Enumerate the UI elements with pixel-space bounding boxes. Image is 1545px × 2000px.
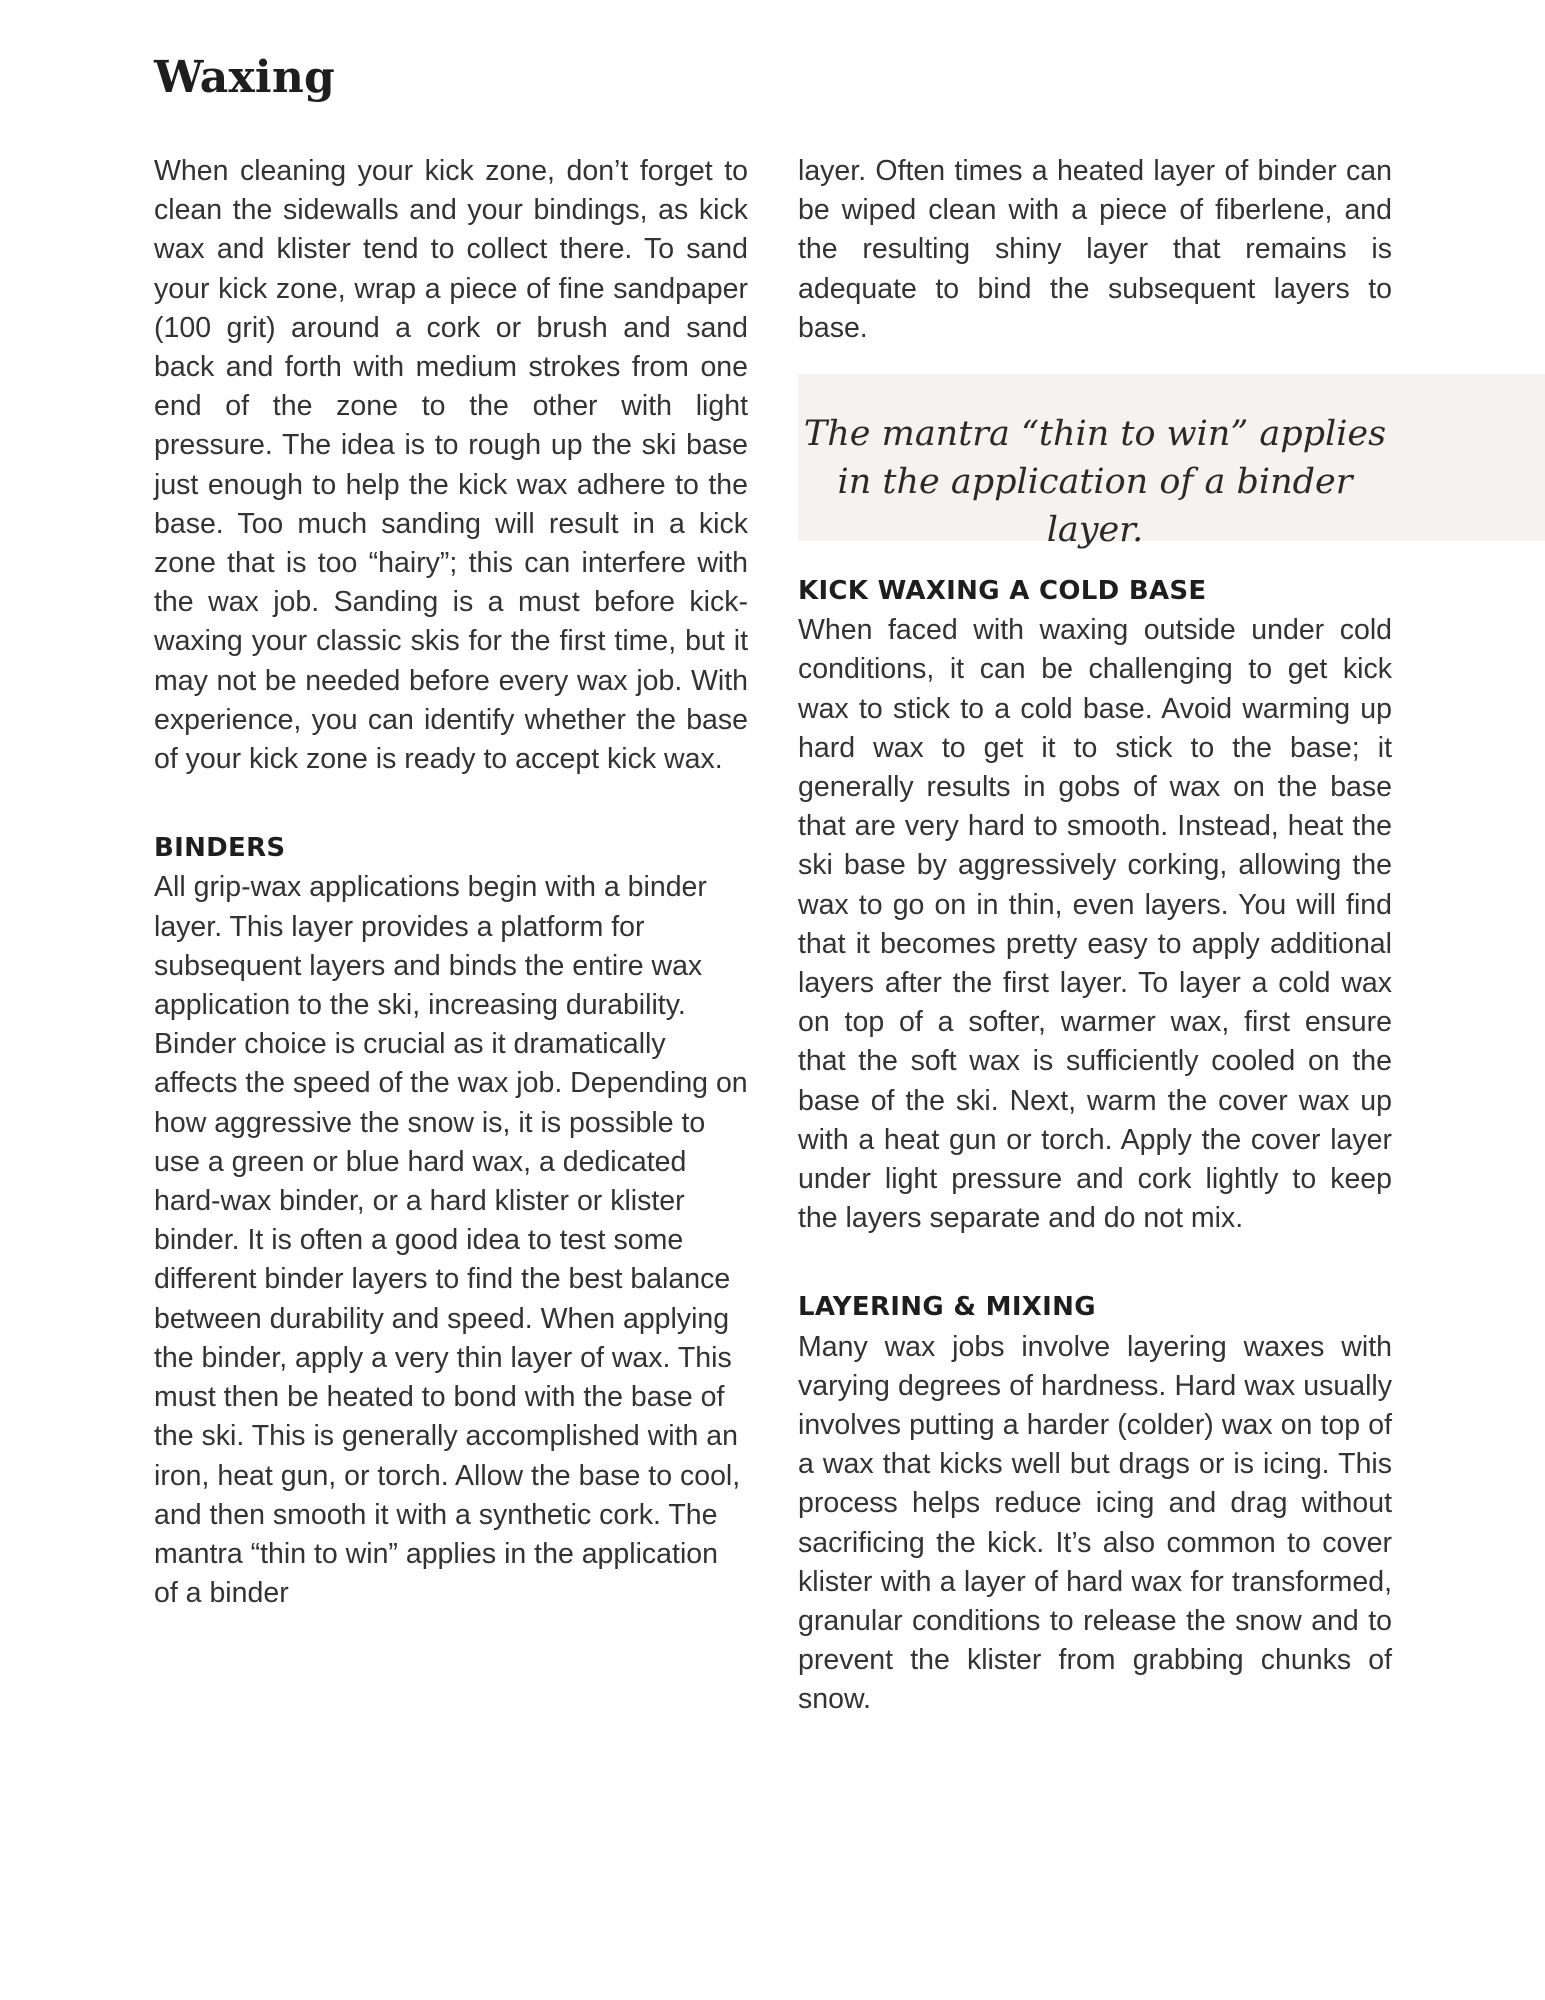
binders-heading: BINDERS	[154, 833, 286, 864]
binders-paragraph: All grip-wax applications begin with a binder layer. This layer provides a platform for subsequent layers and binds the entire wax application to the ski, increasing durability. Binder choice is crucial as it dramatically affects the speed of the wax job. Depending on how aggressive the snow is, it is possible to use a green or blue hard wax, a dedicated hard-wax binder, or a hard klister or klister binder. It is often a good idea to test some different binder layers to find the best balance between durability and speed. When applying the binder, apply a very thin layer of wax. This must then be heated to bond with the base of the ski. This is generally accomplished with an iron, heat gun, or torch. Allow the base to cool, and then smooth it with a synthetic cork. The mantra “thin to win” applies in the application of a binder	[154, 871, 748, 1610]
continued-paragraph: layer. Often times a heated layer of binder can be wiped clean with a piece of fiberlene, and the resulting shiny layer that remains is adequate to bind the subsequent layers to base.	[798, 155, 1392, 344]
left-column	[154, 152, 748, 1613]
pull-quote-box	[798, 374, 1545, 550]
intro-paragraph: When cleaning your kick zone, don’t forget to clean the sidewalls and your bindings, as kick wax and klister tend to collect there. To sand your kick zone, wrap a piece of fine sandpaper (100 grit) around a cork or brush and sand back and forth with medium strokes from one end of the zone to the other with light pressure. The idea is to rough up the ski base just enough to help the kick wax adhere to the base. Too much sanding will result in a kick zone that is too “hairy”; this can interfere with the wax job. Sanding is a must before kick-waxing your classic skis for the first time, but it may not be needed before every wax job. With experience, you can identify whether the base of your kick zone is ready to accept kick wax.	[154, 155, 748, 776]
right-column-body	[798, 572, 1392, 1720]
cold-base-heading: KICK WAXING A COLD BASE	[798, 576, 1207, 606]
pull-quote-text: The mantra “thin to win” applies in the application of a binder layer.	[803, 414, 1387, 550]
layering-paragraph: Many wax jobs involve layering waxes with varying degrees of hardness. Hard wax usually involves putting a harder (colder) wax on top of a wax that kicks well but drags or is icing. This process helps reduce icing and drag without sacrificing the kick. It’s also common to cover klister with a layer of hard wax for transformed, granular conditions to release the snow and to prevent the klister from grabbing chunks of snow.	[798, 1330, 1392, 1716]
right-column-top	[798, 152, 1392, 348]
page-title: Waxing	[154, 52, 336, 103]
cold-base-paragraph: When faced with waxing outside under cold conditions, it can be challenging to get kick wax to stick to a cold base. Avoid warming up hard wax to get it to stick to the base; it generally results in gobs of wax on the base that are very hard to smooth. Instead, heat the ski base by aggressively corking, allowing the wax to go on in thin, even layers. You will find that it becomes pretty easy to apply additional layers after the first layer. To layer a cold wax on top of a softer, warmer wax, first ensure that the soft wax is sufficiently cooled on the base of the ski. Next, warm the cover wax up with a heat gun or torch. Apply the cover layer under light pressure and cork lightly to keep the layers separate and do not mix.	[798, 614, 1392, 1235]
layering-heading: LAYERING & MIXING	[798, 1292, 1096, 1323]
